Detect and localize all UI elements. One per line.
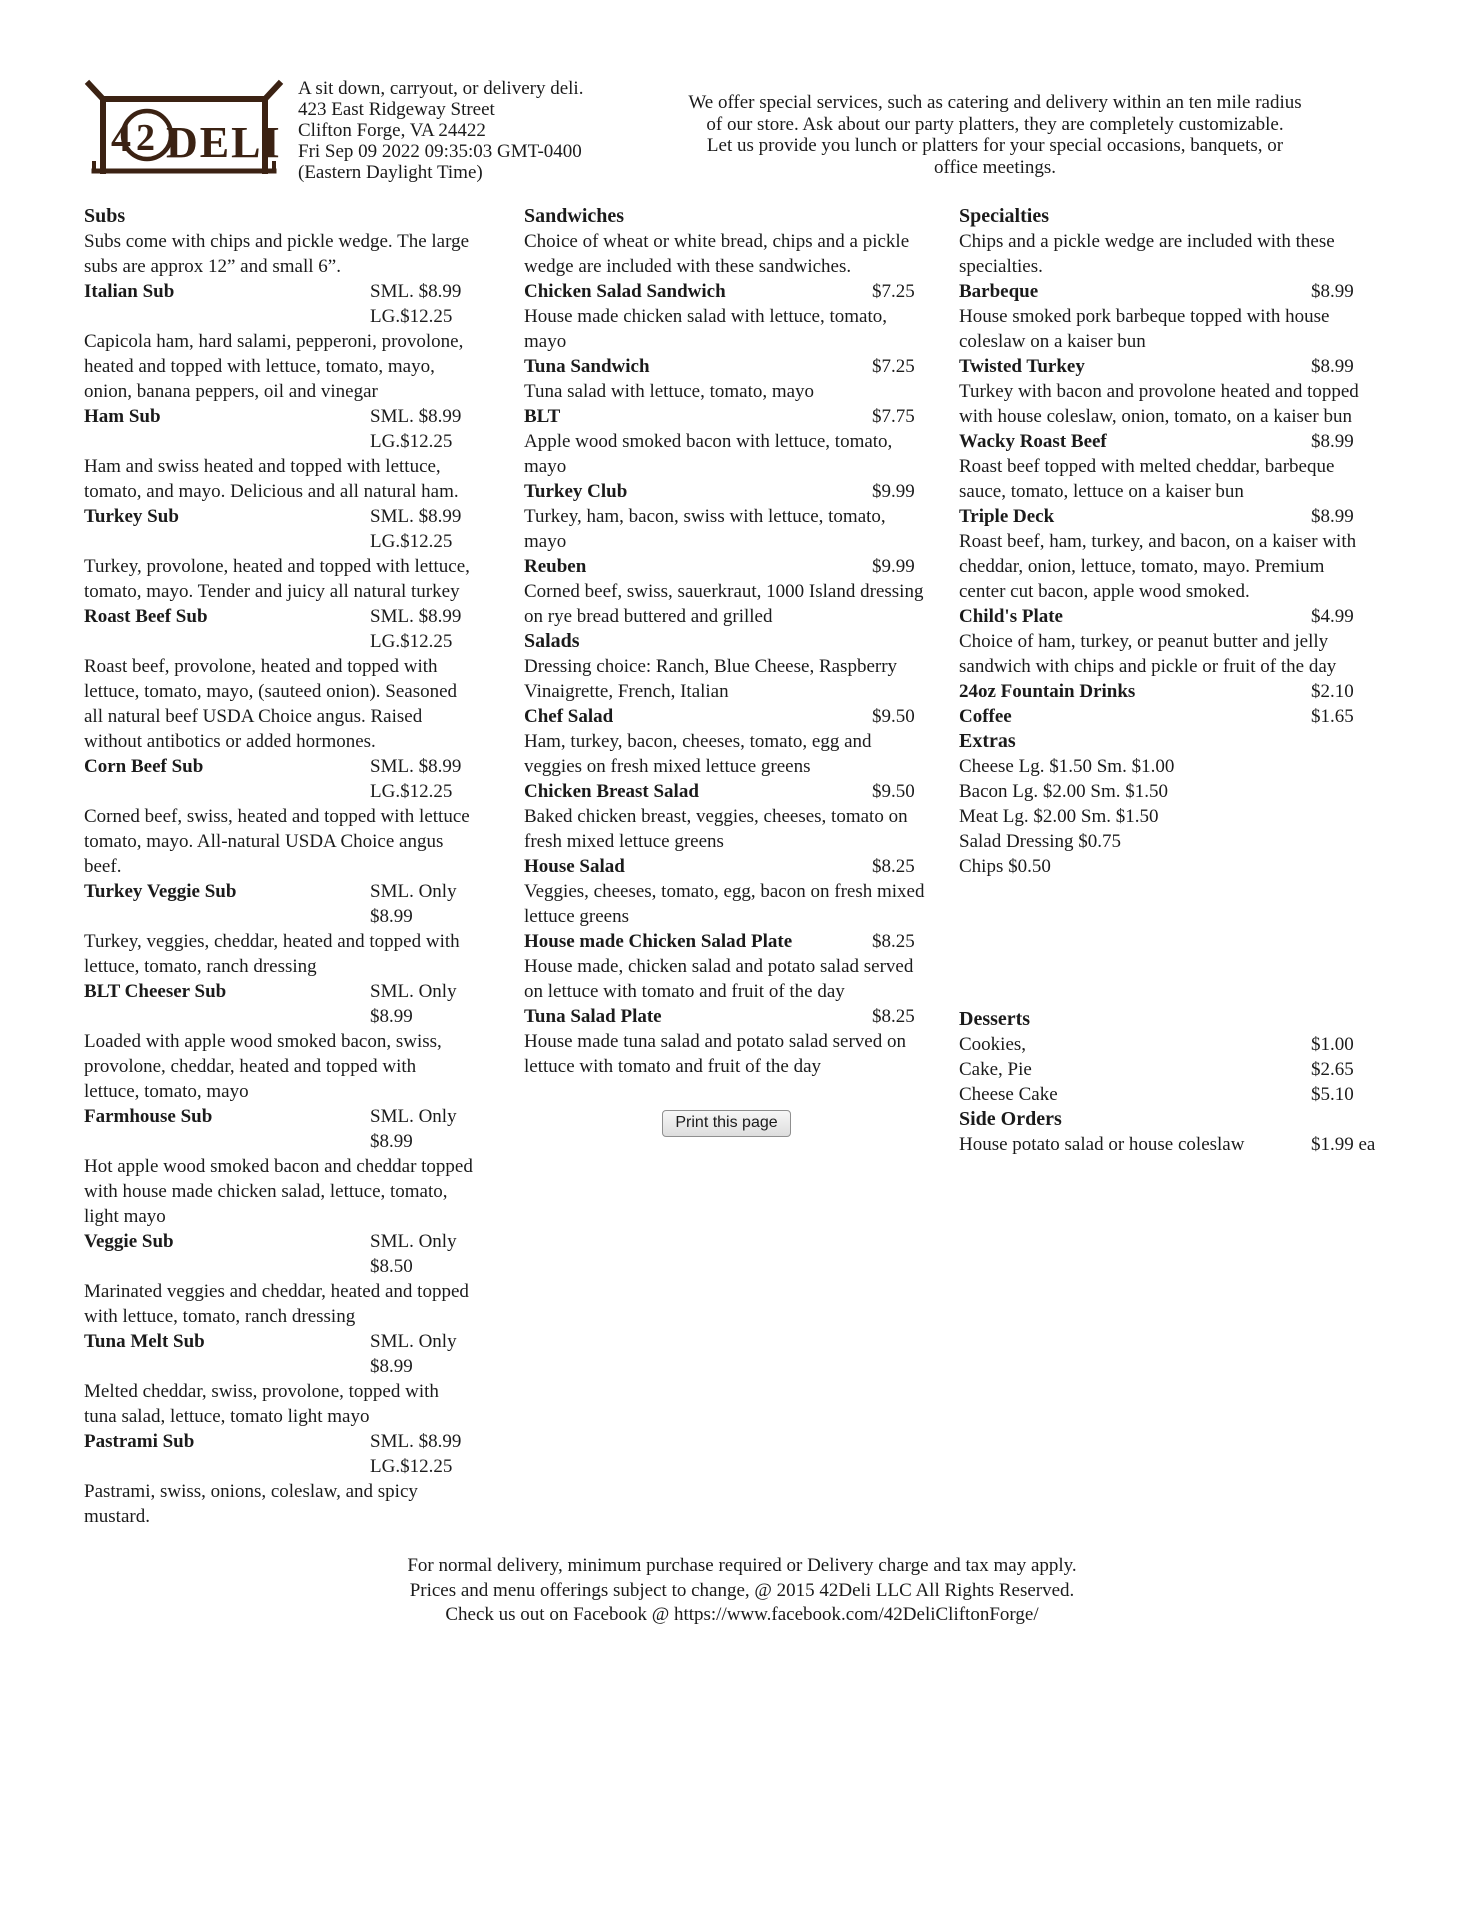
item-name: Turkey Veggie Sub (84, 881, 237, 902)
item-price (370, 979, 474, 1029)
section-heading: Desserts (959, 1008, 1031, 1030)
item-description: Capicola ham, hard salami, pepperoni, provolone, heated and topped with lettuce, tomato, mayo, onion, banana peppers, oil and vinegar (84, 331, 464, 402)
item-price (370, 404, 474, 454)
price-line: $8.99 (1311, 356, 1354, 377)
item-name: House made Chicken Salad Plate (524, 931, 793, 952)
price-line: $8.50 (370, 1256, 413, 1277)
menu-item-row (84, 754, 474, 804)
price-line: $2.10 (1311, 681, 1354, 702)
item-description: House made tuna salad and potato salad served on lettuce with tomato and fruit of the day (524, 1031, 906, 1077)
item-price (370, 1329, 474, 1379)
menu-item-row (84, 604, 474, 654)
services-text (685, 92, 1305, 178)
menu-item-row (524, 404, 929, 429)
item-name: Corn Beef Sub (84, 756, 204, 777)
item-description: Turkey, veggies, cheddar, heated and topped with lettuce, tomato, ranch dressing (84, 931, 460, 977)
footer-line: Prices and menu offerings subject to change, @ 2015 42Deli LLC All Rights Reserved. (409, 1579, 1075, 1601)
item-description: Choice of ham, turkey, or peanut butter and jelly sandwich with chips and pickle or fruit of the day (959, 631, 1337, 677)
price-line: $1.65 (1311, 706, 1354, 727)
price-line: $7.25 (872, 356, 915, 377)
item-price (1311, 279, 1371, 304)
item-price (1311, 504, 1371, 529)
price-line: SML. Only (370, 1106, 457, 1127)
item-name: Wacky Roast Beef (959, 431, 1107, 452)
section-heading: Specialties (959, 205, 1049, 227)
menu-item-row (84, 404, 474, 454)
price-line-row (959, 1132, 1376, 1157)
item-description: Loaded with apple wood smoked bacon, swiss, provolone, cheddar, heated and topped with lettuce, tomato, mayo (84, 1031, 442, 1102)
item-name: Pastrami Sub (84, 1431, 195, 1452)
page-header (84, 78, 1400, 183)
price-line: $9.50 (872, 781, 915, 802)
item-name: Barbeque (959, 281, 1039, 302)
menu-item-row (959, 704, 1371, 729)
price-line: $8.99 (370, 1356, 413, 1377)
price-line: SML. Only (370, 1331, 457, 1352)
menu-item-row (959, 279, 1371, 304)
menu-column-3 (959, 204, 1376, 1157)
logo-top-bar (89, 84, 279, 99)
item-name: Cookies, (959, 1034, 1027, 1055)
item-name: Tuna Salad Plate (524, 1006, 662, 1027)
services-paragraph: Let us provide you lunch or platters for your special occasions, banquets, or office meetings. (706, 135, 1284, 178)
item-name: Ham Sub (84, 406, 161, 427)
price-line: SML. $8.99 (370, 506, 462, 527)
price-line: SML. Only (370, 881, 457, 902)
price-line-row (959, 1032, 1371, 1057)
item-price (872, 854, 929, 879)
item-description: Veggies, cheeses, tomato, egg, bacon on fresh mixed lettuce greens (524, 881, 925, 927)
services-block (590, 78, 1400, 178)
extras-line: Meat Lg. $2.00 Sm. $1.50 (959, 806, 1159, 827)
menu-item-row (524, 554, 929, 579)
item-name: Turkey Sub (84, 506, 179, 527)
price-line: LG.$12.25 (370, 1456, 453, 1477)
item-price (370, 754, 474, 804)
item-price (872, 779, 929, 804)
item-name: BLT Cheeser Sub (84, 981, 227, 1002)
page-footer (84, 1554, 1400, 1628)
menu-item-row (959, 604, 1371, 629)
price-line: $9.50 (872, 706, 915, 727)
price-line: LG.$12.25 (370, 631, 453, 652)
logo-text-2: 2 (136, 117, 155, 159)
price-line: $4.99 (1311, 606, 1354, 627)
item-name: Coffee (959, 706, 1012, 727)
price-line: LG.$12.25 (370, 781, 453, 802)
item-price (872, 279, 929, 304)
item-name: 24oz Fountain Drinks (959, 681, 1136, 702)
item-price (872, 404, 929, 429)
item-name: Triple Deck (959, 506, 1055, 527)
price-line: LG.$12.25 (370, 306, 453, 327)
menu-item-row (84, 979, 474, 1029)
price-line: SML. $8.99 (370, 606, 462, 627)
item-price (872, 554, 929, 579)
item-description: Turkey, provolone, heated and topped with lettuce, tomato, mayo. Tender and juicy all natural turkey (84, 556, 470, 602)
price-line: $9.99 (872, 556, 915, 577)
address-line: A sit down, carryout, or delivery deli. (298, 78, 584, 99)
item-name: BLT (524, 406, 561, 427)
item-price (1311, 1132, 1376, 1157)
item-price (872, 354, 929, 379)
menu-item-row (524, 479, 929, 504)
services-paragraph: We offer special services, such as catering and delivery within an ten mile radius of our store. Ask about our party platters, they are completely customizable. (688, 92, 1302, 135)
item-description: Corned beef, swiss, sauerkraut, 1000 Island dressing on rye bread buttered and grilled (524, 581, 924, 627)
item-name: Tuna Melt Sub (84, 1331, 205, 1352)
item-price (872, 929, 929, 954)
item-name: Veggie Sub (84, 1231, 174, 1252)
menu-item-row (959, 429, 1371, 454)
item-name: Cheese Cake (959, 1084, 1058, 1105)
price-line: LG.$12.25 (370, 531, 453, 552)
menu-columns (84, 204, 1400, 1529)
item-name: House Salad (524, 856, 625, 877)
menu-item-row (84, 1329, 474, 1379)
logo-text-deli: DELI (166, 118, 282, 167)
item-price (1311, 354, 1371, 379)
price-line-row (959, 1057, 1371, 1082)
price-line: SML. $8.99 (370, 281, 462, 302)
menu-item-row (524, 704, 929, 729)
item-price (872, 704, 929, 729)
price-line: SML. $8.99 (370, 1431, 462, 1452)
item-price (370, 1104, 474, 1154)
price-line: LG.$12.25 (370, 431, 453, 452)
item-description: Corned beef, swiss, heated and topped with lettuce tomato, mayo. All-natural USDA Choice angus beef. (84, 806, 470, 877)
price-line-row (959, 1082, 1371, 1107)
menu-column-1 (84, 204, 474, 1529)
item-description: Baked chicken breast, veggies, cheeses, tomato on fresh mixed lettuce greens (524, 806, 908, 852)
section-note: Choice of wheat or white bread, chips and a pickle wedge are included with these sandwiches. (524, 231, 910, 277)
item-description: Roast beef, provolone, heated and topped with lettuce, tomato, mayo, (sauteed onion). Seasoned all natural beef USDA Choice angus. Raised without antibotics or added hormones. (84, 656, 458, 752)
item-description: Turkey with bacon and provolone heated and topped with house coleslaw, onion, tomato, on a kaiser bun (959, 381, 1359, 427)
item-name: Twisted Turkey (959, 356, 1085, 377)
price-line: $7.25 (872, 281, 915, 302)
item-name: Reuben (524, 556, 587, 577)
footer-line: For normal delivery, minimum purchase required or Delivery charge and tax may apply. (407, 1555, 1077, 1576)
item-description: Hot apple wood smoked bacon and cheddar topped with house made chicken salad, lettuce, tomato, light mayo (84, 1156, 473, 1227)
item-name: Chicken Breast Salad (524, 781, 699, 802)
price-line: $9.99 (872, 481, 915, 502)
price-line: SML. $8.99 (370, 756, 462, 777)
item-name: Child's Plate (959, 606, 1063, 627)
menu-item-row (84, 1104, 474, 1154)
menu-item-row (959, 679, 1371, 704)
42deli-logo-icon (84, 78, 284, 180)
spacer (959, 879, 1371, 1007)
menu-item-row (524, 279, 929, 304)
item-name: Italian Sub (84, 281, 175, 302)
item-price (1311, 704, 1371, 729)
item-name: Cake, Pie (959, 1059, 1032, 1080)
item-price (872, 479, 929, 504)
price-line: $8.25 (872, 1006, 915, 1027)
item-name: Chef Salad (524, 706, 614, 727)
item-price (1311, 1082, 1371, 1107)
item-name: Tuna Sandwich (524, 356, 650, 377)
section-note: Subs come with chips and pickle wedge. The large subs are approx 12” and small 6”. (84, 231, 470, 277)
price-line: $8.25 (872, 931, 915, 952)
menu-item-row (524, 354, 929, 379)
item-description: House made, chicken salad and potato salad served on lettuce with tomato and fruit of the day (524, 956, 914, 1002)
item-price (1311, 1057, 1371, 1082)
section-heading: Sandwiches (524, 205, 625, 227)
menu-item-row (84, 1229, 474, 1279)
section-note: Dressing choice: Ranch, Blue Cheese, Raspberry Vinaigrette, French, Italian (524, 656, 898, 702)
price-line: $1.00 (1311, 1034, 1354, 1055)
item-description: Melted cheddar, swiss, provolone, topped with tuna salad, lettuce, tomato light mayo (84, 1381, 439, 1427)
menu-item-row (524, 929, 929, 954)
item-description: House made chicken salad with lettuce, tomato, mayo (524, 306, 887, 352)
item-price (370, 1429, 474, 1479)
item-price (1311, 429, 1371, 454)
item-price (370, 1229, 474, 1279)
extras-line: Bacon Lg. $2.00 Sm. $1.50 (959, 781, 1168, 802)
menu-item-row (84, 504, 474, 554)
address-line: Clifton Forge, VA 24422 (298, 120, 486, 141)
menu-item-row (84, 879, 474, 929)
price-line: SML. Only (370, 1231, 457, 1252)
item-price (370, 504, 474, 554)
price-line: $1.99 ea (1311, 1134, 1376, 1155)
price-line: SML. $8.99 (370, 406, 462, 427)
item-description: Pastrami, swiss, onions, coleslaw, and spicy mustard. (84, 1481, 418, 1527)
price-line: $8.99 (1311, 431, 1354, 452)
item-price (370, 879, 474, 929)
price-line: $8.99 (1311, 281, 1354, 302)
item-description: Roast beef topped with melted cheddar, barbeque sauce, tomato, lettuce on a kaiser bun (959, 456, 1335, 502)
section-heading: Subs (84, 205, 126, 227)
extras-line: Cheese Lg. $1.50 Sm. $1.00 (959, 756, 1175, 777)
price-line: $7.75 (872, 406, 915, 427)
item-description: Ham and swiss heated and topped with lettuce, tomato, and mayo. Delicious and all natural ham. (84, 456, 459, 502)
item-description: Tuna salad with lettuce, tomato, mayo (524, 381, 815, 402)
footer-line: Check us out on Facebook @ https://www.facebook.com/42DeliCliftonForge/ (445, 1604, 1039, 1625)
section-heading: Side Orders (959, 1108, 1062, 1130)
item-description: Apple wood smoked bacon with lettuce, tomato, mayo (524, 431, 893, 477)
item-description: Turkey, ham, bacon, swiss with lettuce, tomato, mayo (524, 506, 886, 552)
item-name: Turkey Club (524, 481, 628, 502)
item-name: Farmhouse Sub (84, 1106, 213, 1127)
item-price (370, 604, 474, 654)
price-line: $2.65 (1311, 1059, 1354, 1080)
menu-item-row (959, 504, 1371, 529)
price-line: $8.25 (872, 856, 915, 877)
menu-item-row (959, 354, 1371, 379)
price-line: SML. Only (370, 981, 457, 1002)
price-line: $5.10 (1311, 1084, 1354, 1105)
print-button-row (524, 1079, 929, 1137)
price-line: $8.99 (370, 906, 413, 927)
section-heading: Extras (959, 730, 1016, 752)
menu-item-row (84, 1429, 474, 1479)
extras-line: Chips $0.50 (959, 856, 1051, 877)
item-price (370, 279, 474, 329)
item-price (1311, 604, 1371, 629)
deli-address-block (298, 78, 590, 183)
item-name: Chicken Salad Sandwich (524, 281, 726, 302)
item-price (1311, 1032, 1371, 1057)
price-line: $8.99 (1311, 506, 1354, 527)
menu-item-row (524, 779, 929, 804)
item-name: Roast Beef Sub (84, 606, 208, 627)
item-description: Roast beef, ham, turkey, and bacon, on a kaiser with cheddar, onion, lettuce, tomato, mayo. Premium center cut bacon, apple wood smoked. (959, 531, 1357, 602)
section-note: Chips and a pickle wedge are included with these specialties. (959, 231, 1335, 277)
item-description: Ham, turkey, bacon, cheeses, tomato, egg and veggies on fresh mixed lettuce greens (524, 731, 872, 777)
print-page-button[interactable]: Print this page (662, 1110, 790, 1137)
logo-text-4: 4 (111, 115, 131, 160)
menu-item-row (524, 854, 929, 879)
item-description: House smoked pork barbeque topped with house coleslaw on a kaiser bun (959, 306, 1330, 352)
menu-item-row (84, 279, 474, 329)
extras-line: Salad Dressing $0.75 (959, 831, 1122, 852)
item-price (872, 1004, 929, 1029)
address-line: 423 East Ridgeway Street (298, 99, 495, 120)
section-heading: Salads (524, 630, 580, 652)
price-line: $8.99 (370, 1131, 413, 1152)
price-line: $8.99 (370, 1006, 413, 1027)
menu-column-2 (524, 204, 929, 1137)
menu-item-row (524, 1004, 929, 1029)
item-price (1311, 679, 1371, 704)
item-name: House potato salad or house coleslaw (959, 1134, 1245, 1155)
address-line: Fri Sep 09 2022 09:35:03 GMT-0400 (Eastern Daylight Time) (298, 141, 582, 183)
item-description: Marinated veggies and cheddar, heated and topped with lettuce, tomato, ranch dressing (84, 1281, 469, 1327)
